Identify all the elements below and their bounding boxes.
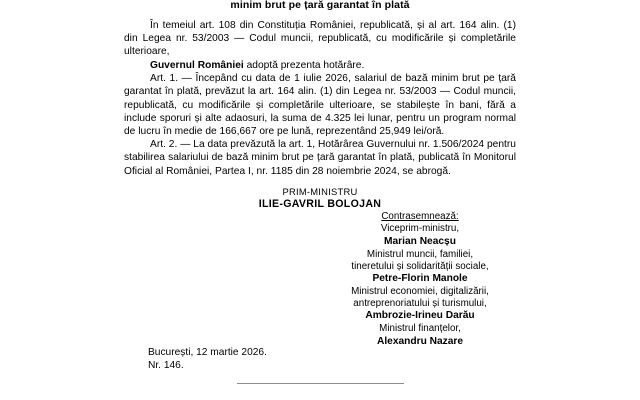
document-body (124, 19, 516, 178)
signatory-entry (300, 223, 540, 248)
prime-minister-role: PRIM-MINISTRU (282, 186, 358, 197)
paragraph-adoption-clause (124, 59, 516, 72)
bottom-separator-rule (237, 383, 404, 384)
paragraph-article-2 (124, 138, 516, 177)
paragraph-article-1 (124, 72, 516, 137)
prime-minister-name: ILIE-GAVRIL BOLOJAN (258, 198, 382, 210)
signatory-entry (300, 323, 540, 348)
prime-minister-block (160, 186, 480, 211)
signatory-role-line: tineretului și solidarității sociale, (351, 260, 489, 272)
signatory-entry (300, 249, 540, 286)
signatory-name: Petre-Florin Manole (372, 273, 468, 285)
signatory-role-line: Ministrul muncii, familiei, (366, 248, 474, 260)
signatory-role-line: Ministrul economiei, digitalizării, (351, 285, 489, 297)
signatory-name: Marian Neacșu (384, 235, 456, 247)
document-footer (148, 346, 267, 372)
paragraph-text: Art. 1. — Începând cu data de 1 iulie 2026, salariul de bază minim brut pe țară garantat în plată, prevăzut la art. 164 alin. (1) din Legea nr. 53/2003 — Codul muncii, republicată, cu modificările și completările ulterioare, se stabilește în bani, fără a include sporuri și alte adaosuri, la suma de 4.325 lei lunar, pentru un program normal de lucru în medie de 166,667 ore pe lună, reprezentând 25,949 lei/oră. (124, 73, 516, 137)
signatory-role-line: antreprenoriatului și turismului, (353, 298, 487, 310)
countersignature-block (300, 211, 540, 348)
signatory-entry (300, 286, 540, 323)
signatory-role-line: Viceprim-ministru, (380, 223, 460, 235)
footer-number: Nr. 146. (148, 360, 184, 371)
paragraph-text: Art. 2. — La data prevăzută la art. 1, Hotărârea Guvernului nr. 1.506/2024 pentru stabilirea salariului de bază minim brut pe țară garantat în plată, publicată în Monitorul Oficial al României, Partea I, nr. 1185 din 28 noiembrie 2024, se abrogă. (124, 139, 516, 177)
signatory-name: Ambrozie-Irineu Darău (365, 310, 475, 322)
adopting-authority: Guvernul României (150, 59, 244, 71)
footer-place-and-date: București, 12 martie 2026. (148, 347, 267, 358)
countersign-heading: Contrasemnează: (381, 211, 459, 222)
paragraph-text: În temeiul art. 108 din Constituția României, republicată, și al art. 164 alin. (1) din Legea nr. 53/2003 — Codul muncii, republicată, cu modificările și completările ulterioare, (124, 20, 516, 58)
document-title: minim brut pe țară garantat în plată (230, 0, 410, 11)
signatory-name: Alexandru Nazare (376, 335, 464, 347)
paragraph-preamble-temei (124, 19, 516, 58)
adoption-text: adoptă prezenta hotărâre. (243, 59, 365, 71)
signatory-role-line: Ministrul finanțelor, (379, 323, 461, 335)
